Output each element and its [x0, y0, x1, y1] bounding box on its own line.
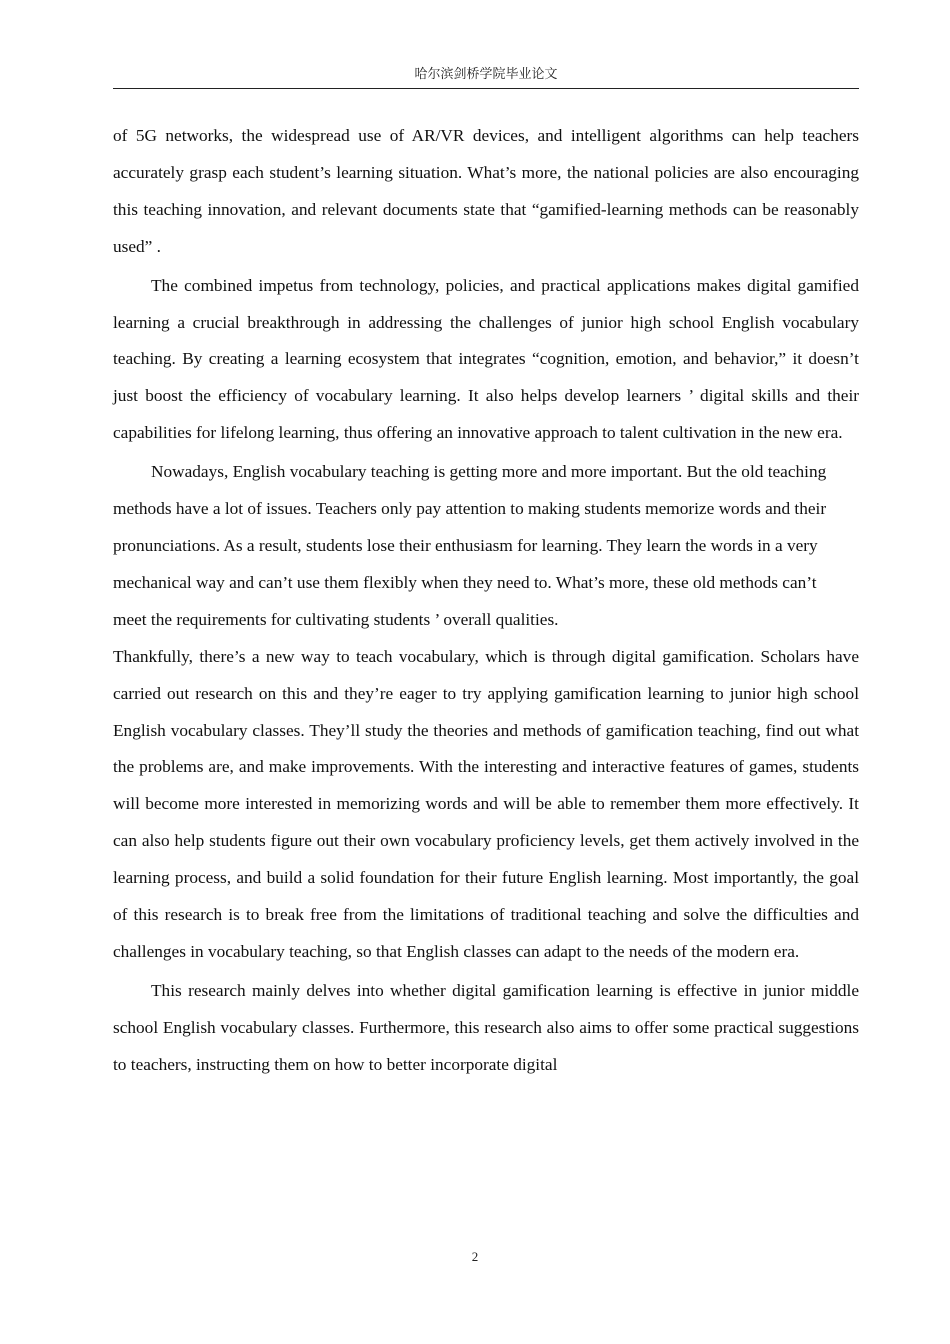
document-body — [113, 118, 859, 1084]
running-header — [113, 66, 859, 89]
paragraph-thankfully: Thankfully, there’s a new way to teach vocabulary, which is through digital gamification. Scholars have carried out research on this and they’re eager to try applying gamification learning to junior high school English vocabulary classes. They’ll study the theories and methods of gamification teaching, find out what the problems are, and make improvements. With the interesting and interactive features of games, students will become more interested in memorizing words and will be able to remember them more effectively. It can also help students figure out their own vocabulary proficiency levels, get them actively involved in the learning process, and build a solid foundation for their future English learning. Most importantly, the goal of this research is to break free from the limitations of traditional teaching and solve the difficulties and challenges in vocabulary teaching, so that English classes can adapt to the needs of the modern era. — [113, 646, 859, 961]
page-number: 2 — [471, 1249, 479, 1264]
header-title: 哈尔滨剑桥学院毕业论文 — [414, 67, 558, 82]
paragraph-combined-impetus: The combined impetus from technology, policies, and practical applications makes digital gamified learning a crucial breakthrough in addressing the challenges of junior high school English vocabulary teaching. By creating a learning ecosystem that integrates “cognition, emotion, and behavior,” it doesn’t just boost the efficiency of vocabulary learning. It also helps develop learners ’ digital skills and their capabilities for lifelong learning, thus offering an innovative approach to talent cultivation in the new era. — [113, 275, 859, 443]
paragraph-continuation: of 5G networks, the widespread use of AR/VR devices, and intelligent algorithms can help teachers accurately grasp each student’s learning situation. What’s more, the national policies are also encouraging this teaching innovation, and relevant documents state that “gamified-learning methods can be reasonably used” . — [113, 126, 859, 256]
paragraph-research-focus: This research mainly delves into whether digital gamification learning is effective in junior middle school English vocabulary classes. Furthermore, this research also aims to offer some practical suggestions to teachers, instructing them on how to better incorporate digital — [113, 980, 859, 1074]
paragraph-nowadays: Nowadays, English vocabulary teaching is getting more and more important. But the old teaching methods have a lot of issues. Teachers only pay attention to making students memorize words and their pronunciations. As a result, students lose their enthusiasm for learning. They learn the words in a very mechanical way and can’t use them flexibly when they need to. What’s more, these old methods can’t meet the requirements for cultivating students ’ overall qualities. — [113, 462, 827, 629]
